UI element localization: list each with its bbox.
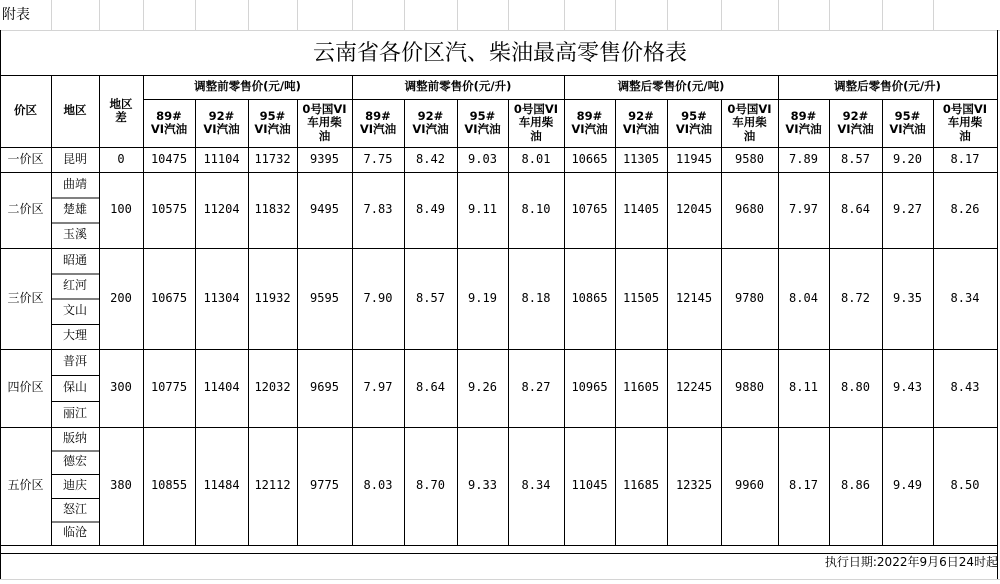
region-cell: 红河 <box>62 277 87 292</box>
price-cell: 8.70 <box>416 478 445 493</box>
price-cell: 10965 <box>571 380 608 395</box>
price-cell: 8.72 <box>841 290 870 305</box>
product-header: 92# VI汽油 <box>622 108 660 136</box>
region-cell: 怒江 <box>62 501 87 516</box>
price-cell: 8.64 <box>841 202 870 217</box>
zone-cell: 五价区 <box>7 478 44 493</box>
product-header: 89# VI汽油 <box>785 108 822 136</box>
zone-cell: 一价区 <box>7 151 44 166</box>
attachment-label: 附表 <box>2 6 30 23</box>
price-cell: 8.42 <box>416 151 445 166</box>
price-cell: 11484 <box>203 478 240 493</box>
price-cell: 11685 <box>622 478 660 493</box>
price-cell: 10855 <box>150 478 188 493</box>
price-cell: 9.35 <box>893 290 922 305</box>
price-cell: 9775 <box>310 478 339 493</box>
price-cell: 10675 <box>150 290 188 305</box>
price-cell: 8.80 <box>841 380 870 395</box>
diff-cell: 0 <box>117 151 125 166</box>
region-cell: 大理 <box>62 328 87 343</box>
price-cell: 8.86 <box>841 478 870 493</box>
price-cell: 9.19 <box>468 290 497 305</box>
price-cell: 8.64 <box>416 380 445 395</box>
price-cell: 11045 <box>571 478 608 493</box>
group-header: 调整前零售价(元/升) <box>404 79 512 94</box>
product-header: 95# VI汽油 <box>889 108 926 136</box>
group-header: 调整前零售价(元/吨) <box>194 79 301 94</box>
price-cell: 9695 <box>310 380 339 395</box>
region-cell: 玉溪 <box>62 227 87 242</box>
price-cell: 7.97 <box>789 202 818 217</box>
price-cell: 9.33 <box>468 478 497 493</box>
price-cell: 9580 <box>735 151 764 166</box>
price-cell: 9.11 <box>468 202 497 217</box>
price-cell: 8.57 <box>416 290 445 305</box>
price-cell: 8.11 <box>789 380 818 395</box>
product-header: 0号国VI 车用柴 油 <box>513 102 559 143</box>
col-header-diff: 地区 差 <box>109 96 133 124</box>
price-cell: 9.49 <box>893 478 922 493</box>
price-cell: 8.50 <box>950 478 980 493</box>
price-cell: 11945 <box>675 151 713 166</box>
price-cell: 9.43 <box>893 380 922 395</box>
region-cell: 普洱 <box>62 354 87 369</box>
price-cell: 7.97 <box>363 380 393 395</box>
price-cell: 8.04 <box>789 290 818 305</box>
price-cell: 9495 <box>310 202 339 217</box>
price-cell: 10475 <box>150 151 188 166</box>
price-cell: 9960 <box>735 478 764 493</box>
product-header: 0号国VI 车用柴 油 <box>727 102 772 143</box>
product-header: 95# VI汽油 <box>464 108 501 136</box>
price-cell: 8.01 <box>521 151 551 166</box>
price-cell: 10765 <box>571 202 608 217</box>
price-cell: 12245 <box>675 380 713 395</box>
region-cell: 文山 <box>62 303 87 318</box>
region-cell: 保山 <box>62 380 87 395</box>
price-cell: 8.43 <box>950 380 980 395</box>
price-cell: 8.18 <box>521 290 551 305</box>
price-cell: 11732 <box>254 151 291 166</box>
price-cell: 9880 <box>735 380 764 395</box>
price-cell: 11932 <box>254 290 291 305</box>
product-header: 92# VI汽油 <box>203 108 240 136</box>
price-cell: 12112 <box>254 478 291 493</box>
product-header: 89# VI汽油 <box>359 108 397 136</box>
price-cell: 11505 <box>622 290 660 305</box>
region-cell: 昭通 <box>62 252 87 267</box>
price-cell: 12325 <box>675 478 713 493</box>
product-header: 95# VI汽油 <box>675 108 713 136</box>
price-cell: 8.26 <box>950 202 980 217</box>
price-cell: 8.57 <box>841 151 870 166</box>
group-header: 调整后零售价(元/升) <box>834 79 941 94</box>
region-cell: 临沧 <box>62 525 87 540</box>
price-cell: 12045 <box>675 202 713 217</box>
zone-cell: 四价区 <box>7 380 44 395</box>
price-cell: 7.83 <box>363 202 393 217</box>
price-cell: 10775 <box>150 380 188 395</box>
price-cell: 11404 <box>203 380 240 395</box>
region-cell: 昆明 <box>62 151 87 166</box>
group-header: 调整后零售价(元/吨) <box>617 79 725 94</box>
price-cell: 9.26 <box>468 380 497 395</box>
price-cell: 11304 <box>203 290 240 305</box>
price-cell: 8.27 <box>521 380 551 395</box>
product-header: 0号国VI 车用柴 油 <box>942 102 988 143</box>
product-header: 89# VI汽油 <box>571 108 608 136</box>
price-cell: 8.17 <box>789 478 818 493</box>
price-cell: 8.17 <box>950 151 980 166</box>
region-cell: 版纳 <box>62 430 87 445</box>
price-cell: 9680 <box>735 202 764 217</box>
product-header: 92# VI汽油 <box>412 108 449 136</box>
price-cell: 9.20 <box>893 151 922 166</box>
diff-cell: 300 <box>110 380 132 395</box>
col-header-zone: 价区 <box>14 103 37 118</box>
price-cell: 10665 <box>571 151 608 166</box>
price-cell: 9595 <box>310 290 339 305</box>
diff-cell: 100 <box>110 202 132 217</box>
price-cell: 8.34 <box>521 478 551 493</box>
price-cell: 11605 <box>622 380 660 395</box>
price-cell: 11104 <box>203 151 240 166</box>
page-title: 云南省各价区汽、柴油最高零售价格表 <box>312 40 687 66</box>
zone-cell: 三价区 <box>7 290 44 305</box>
price-cell: 8.34 <box>950 290 980 305</box>
price-cell: 12032 <box>254 380 291 395</box>
product-header: 95# VI汽油 <box>254 108 291 136</box>
price-cell: 7.75 <box>363 151 393 166</box>
effective-date: 执行日期:2022年9月6日24时起 <box>824 554 998 569</box>
region-cell: 曲靖 <box>62 176 87 191</box>
price-cell: 10575 <box>150 202 188 217</box>
price-cell: 11832 <box>254 202 291 217</box>
price-cell: 9.03 <box>468 151 497 166</box>
price-cell: 7.90 <box>363 290 393 305</box>
price-cell: 8.10 <box>521 202 551 217</box>
price-cell: 8.03 <box>363 478 393 493</box>
price-cell: 9395 <box>310 151 339 166</box>
price-cell: 12145 <box>675 290 713 305</box>
price-cell: 11204 <box>203 202 240 217</box>
price-cell: 11405 <box>622 202 660 217</box>
product-header: 0号国VI 车用柴 油 <box>302 102 347 143</box>
price-cell: 11305 <box>622 151 660 166</box>
product-header: 92# VI汽油 <box>837 108 874 136</box>
region-cell: 迪庆 <box>62 478 87 493</box>
region-cell: 楚雄 <box>62 202 87 217</box>
region-cell: 德宏 <box>62 454 87 469</box>
diff-cell: 380 <box>110 478 132 493</box>
diff-cell: 200 <box>110 290 132 305</box>
product-header: 89# VI汽油 <box>150 108 188 136</box>
col-header-region: 地区 <box>63 103 87 118</box>
region-cell: 丽江 <box>62 406 87 421</box>
price-cell: 10865 <box>571 290 608 305</box>
price-cell: 8.49 <box>416 202 445 217</box>
price-cell: 9780 <box>735 290 764 305</box>
price-cell: 9.27 <box>893 202 922 217</box>
price-cell: 7.89 <box>789 151 818 166</box>
zone-cell: 二价区 <box>7 202 44 217</box>
